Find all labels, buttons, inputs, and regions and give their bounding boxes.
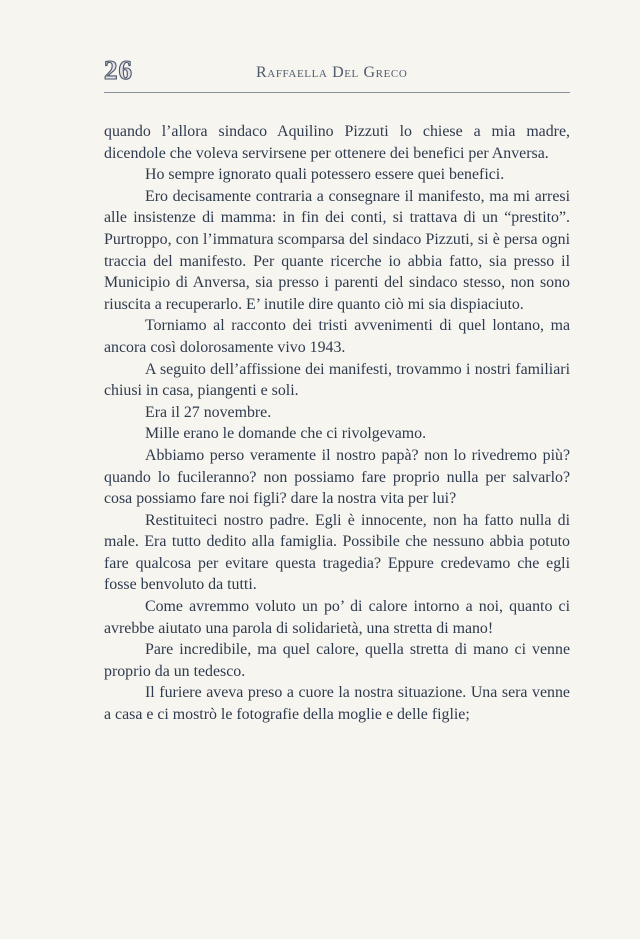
paragraph: Torniamo al racconto dei tristi avvenimenti di quel lontano, ma ancora così dolorosamente vivo 1943. bbox=[104, 317, 570, 356]
paragraph: Pare incredibile, ma quel calore, quella stretta di mano ci venne proprio da un tedesco. bbox=[104, 641, 570, 680]
paragraph: Come avremmo voluto un po’ di calore intorno a noi, quanto ci avrebbe aiutato una parola di solidarietà, una stretta di mano! bbox=[104, 598, 570, 637]
paragraph: Era il 27 novembre. bbox=[145, 403, 272, 421]
running-title: Raffaella Del Greco bbox=[256, 64, 408, 81]
paragraph: Il furiere aveva preso a cuore la nostra situazione. Una sera venne a casa e ci mostrò le fotografie della moglie e delle figlie; bbox=[104, 684, 570, 724]
header-rule bbox=[104, 92, 570, 93]
paragraph: Abbiamo perso veramente il nostro papà? non lo rivedremo più? quando lo fucileranno? non possiamo fare proprio nulla per salvarlo? cosa possiamo fare noi figli? dare la nostra vita per lui? bbox=[104, 446, 570, 508]
paragraph: Restituiteci nostro padre. Egli è innocente, non ha fatto nulla di male. Era tutto dedito alla famiglia. Possibile che nessuno abbia potuto fare qualcosa per evitare questa tragedia? Eppure credevamo che egli fosse benvoluto da tutti. bbox=[104, 511, 570, 594]
paragraph: A seguito dell’affissione dei manifesti, trovammo i nostri familiari chiusi in casa, piangenti e soli. bbox=[104, 360, 570, 400]
paragraph: Ho sempre ignorato quali potessero essere quei benefici. bbox=[145, 166, 505, 184]
paragraph: Mille erano le domande che ci rivolgevamo. bbox=[145, 425, 427, 443]
body-text bbox=[104, 121, 570, 726]
page-number: 26 bbox=[104, 55, 133, 85]
running-head bbox=[104, 54, 570, 88]
paragraph: quando l’allora sindaco Aquilino Pizzuti lo chiese a mia madre, dicendole che voleva servirsene per ottenere dei benefici per Anversa. bbox=[104, 123, 570, 162]
paragraph: Ero decisamente contraria a consegnare il manifesto, ma mi arresi alle insistenze di mamma: in fin dei conti, si trattava di un “prestito”. Purtroppo, con l’immatura scomparsa del sindaco Pizzuti, si è persa ogni traccia del manifesto. Per quante ricerche io abbia fatto, sia presso il Municipio di Anversa, sia presso i parenti del sindaco stesso, non sono riuscita a recuperarlo. E’ inutile dire quanto ciò mi sia dispiaciuto. bbox=[104, 187, 570, 313]
